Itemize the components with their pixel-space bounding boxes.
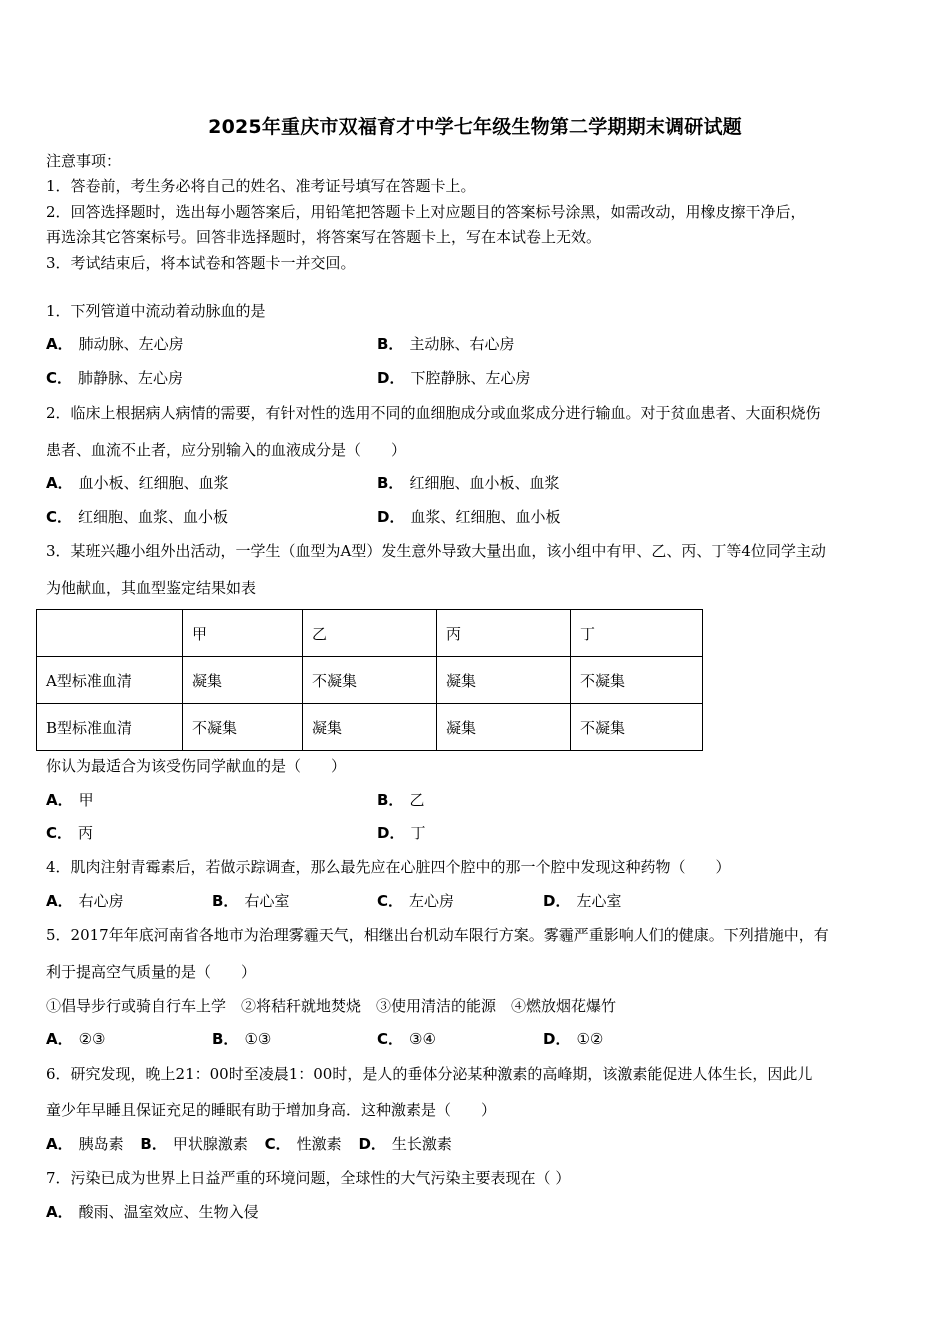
q5-option-b: B． ①③ [212, 1030, 272, 1048]
q3-stem-line-1: 3．某班兴趣小组外出活动，一学生（血型为A型）发生意外导致大量出血，该小组中有甲、乙、丙、丁等4位同学主动 [46, 542, 826, 560]
table-row [37, 657, 703, 704]
notes-heading: 注意事项： [46, 152, 122, 170]
q3-option-b: B． 乙 [377, 791, 425, 809]
table-cell: 凝集 [437, 704, 571, 751]
q1-option-b: B． 主动脉、右心房 [377, 335, 515, 353]
q5-stem-line-2: 利于提高空气质量的是（ ） [46, 963, 257, 981]
q4-stem: 4．肌肉注射青霉素后，若做示踪调查，那么最先应在心脏四个腔中的那一个腔中发现这种药物（ ） [46, 858, 731, 876]
q5-option-a: A． ②③ [46, 1030, 106, 1048]
table-cell: 不凝集 [571, 657, 703, 704]
q6-option-a-label: A． [46, 1135, 73, 1153]
table-row [37, 704, 703, 751]
q5-stem-line-1: 5．2017年年底河南省各地市为治理雾霾天气，相继出台机动车限行方案。雾霾严重影响人们的健康。下列措施中，有 [46, 926, 829, 944]
q4-option-c: C． 左心房 [377, 892, 455, 910]
note-2-line-2: 再选涂其它答案标号。回答非选择题时，将答案写在答题卡上，写在本试卷上无效。 [46, 228, 602, 246]
table-cell: 乙 [303, 610, 437, 657]
table-cell: 甲 [183, 610, 303, 657]
q2-option-d: D． 血浆、红细胞、血小板 [377, 508, 561, 526]
q4-option-b: B． 右心室 [212, 892, 290, 910]
q2-option-b: B． 红细胞、血小板、血浆 [377, 474, 560, 492]
q6-options [46, 1134, 452, 1154]
table-cell [37, 610, 183, 657]
q7-option-a: A． 酸雨、温室效应、生物入侵 [46, 1203, 259, 1221]
q2-stem-line-2: 患者、血流不止者，应分别输入的血液成分是（ ） [46, 441, 407, 459]
q5-items: ①倡导步行或骑自行车上学 ②将秸秆就地焚烧 ③使用清洁的能源 ④燃放烟花爆竹 [46, 997, 617, 1015]
q4-option-a: A． 右心房 [46, 892, 124, 910]
table-header-row [37, 610, 703, 657]
table-cell: 凝集 [303, 704, 437, 751]
q1-stem: 1．下列管道中流动着动脉血的是 [46, 302, 266, 320]
note-1: 1．答卷前，考生务必将自己的姓名、准考证号填写在答题卡上。 [46, 177, 476, 195]
table-cell: 丁 [571, 610, 703, 657]
q3-question: 你认为最适合为该受伤同学献血的是（ ） [46, 757, 347, 775]
table-cell: 凝集 [437, 657, 571, 704]
q6-option-a: 胰岛素 [78, 1135, 124, 1153]
q6-stem-line-2: 童少年早睡且保证充足的睡眠有助于增加身高．这种激素是（ ） [46, 1101, 497, 1119]
q7-stem: 7．污染已成为世界上日益严重的环境问题，全球性的大气污染主要表现在（ ） [46, 1169, 571, 1187]
q6-stem-line-1: 6．研究发现，晚上21：00时至凌晨1：00时，是人的垂体分泌某种激素的高峰期，该激素能促进人体生长，因此儿 [46, 1065, 813, 1083]
table-cell: A型标准血清 [37, 657, 183, 704]
table-cell: 不凝集 [303, 657, 437, 704]
q5-option-d: D． ①② [543, 1030, 604, 1048]
table-cell: 丙 [437, 610, 571, 657]
q5-option-c: C． ③④ [377, 1030, 436, 1048]
q1-option-d: D． 下腔静脉、左心房 [377, 369, 531, 387]
table-cell: 不凝集 [183, 704, 303, 751]
q2-option-a: A． 血小板、红细胞、血浆 [46, 474, 229, 492]
q6-option-c: 性激素 [296, 1135, 342, 1153]
q6-option-d: 生长激素 [391, 1135, 452, 1153]
q6-option-d-label: D． [358, 1135, 386, 1153]
q2-stem-line-1: 2．临床上根据病人病情的需要，有针对性的选用不同的血细胞成分或血浆成分进行输血。对于贫血患者、大面积烧伤 [46, 404, 821, 422]
table-cell: 凝集 [183, 657, 303, 704]
page-title: 2025年重庆市双福育才中学七年级生物第二学期期末调研试题 [208, 116, 742, 138]
table-cell: B型标准血清 [37, 704, 183, 751]
table-cell: 不凝集 [571, 704, 703, 751]
note-3: 3．考试结束后，将本试卷和答题卡一并交回。 [46, 254, 356, 272]
q3-stem-line-2: 为他献血，其血型鉴定结果如表 [46, 579, 257, 597]
q6-option-b: 甲状腺激素 [172, 1135, 248, 1153]
q2-option-c: C． 红细胞、血浆、血小板 [46, 508, 229, 526]
note-2-line-1: 2．回答选择题时，选出每小题答案后，用铅笔把答题卡上对应题目的答案标号涂黑，如需改动，用橡皮擦干净后， [46, 203, 806, 221]
q1-option-a: A． 肺动脉、左心房 [46, 335, 184, 353]
q3-option-d: D． 丁 [377, 824, 426, 842]
q1-option-c: C． 肺静脉、左心房 [46, 369, 184, 387]
q6-option-b-label: B． [140, 1135, 167, 1153]
q4-option-d: D． 左心室 [543, 892, 622, 910]
q3-option-c: C． 丙 [46, 824, 94, 842]
q3-option-a: A． 甲 [46, 791, 94, 809]
q6-option-c-label: C． [264, 1135, 291, 1153]
blood-type-table [36, 609, 703, 751]
